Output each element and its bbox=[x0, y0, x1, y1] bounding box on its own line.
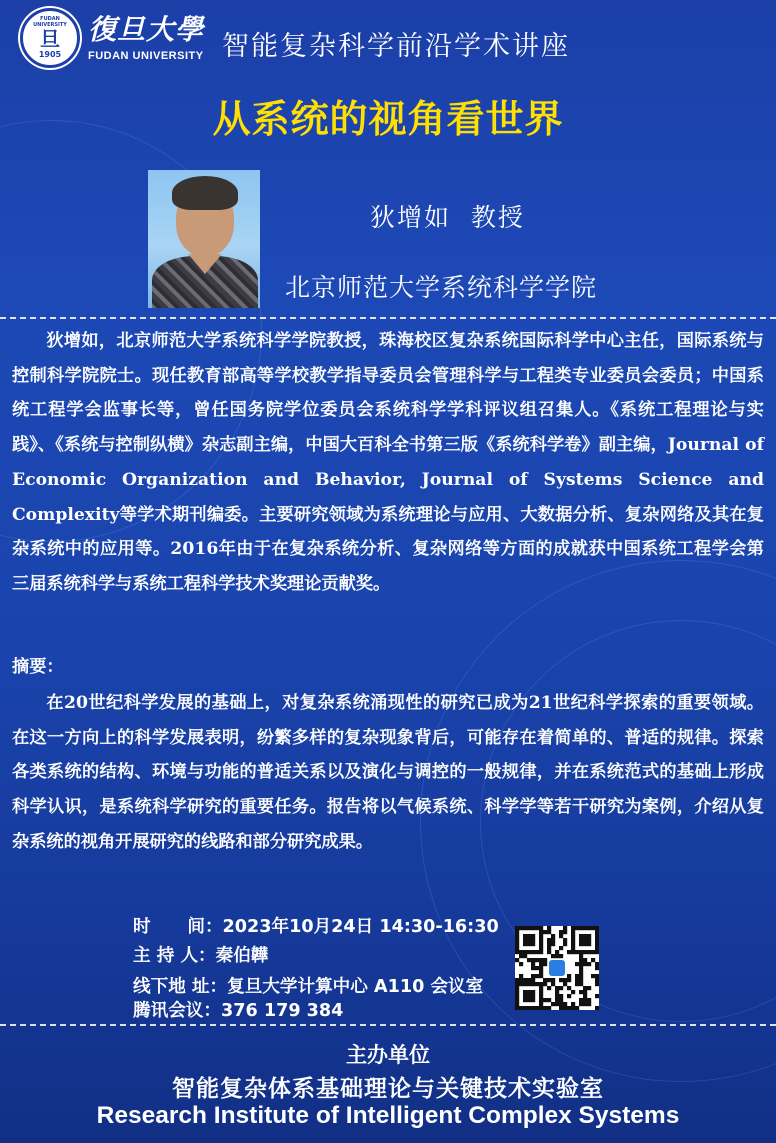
seal-year: 1905 bbox=[38, 50, 62, 59]
time-value: 2023年10月24日 14:30-16:30 bbox=[222, 917, 499, 937]
lecture-title: 从系统的视角看世界 bbox=[212, 97, 564, 141]
organizer-name-cn: 智能复杂体系基础理论与关键技术实验室 bbox=[172, 1076, 604, 1102]
host-value: 秦伯韡 bbox=[215, 946, 269, 966]
series-title: 智能复杂科学前沿学术讲座 bbox=[222, 31, 570, 62]
meeting-value: 376 179 384 bbox=[220, 1001, 344, 1021]
qr-code[interactable] bbox=[515, 926, 599, 1010]
qr-center-logo bbox=[549, 960, 565, 976]
time-label: 时 间： bbox=[133, 917, 223, 937]
time-row bbox=[133, 916, 499, 938]
seal-text: FUDAN UNIVERSITY bbox=[33, 16, 67, 28]
venue-value: 复旦大学计算中心 A110 会议室 bbox=[227, 977, 484, 997]
qr-code-graphic bbox=[515, 926, 599, 1010]
speaker-name: 狄增如 教授 bbox=[370, 203, 525, 232]
meeting-row bbox=[133, 1000, 343, 1022]
venue-row bbox=[133, 976, 483, 998]
logo-chinese-name: 復旦大學 bbox=[88, 13, 205, 46]
top-divider bbox=[0, 317, 776, 319]
venue-label: 线下地 址： bbox=[133, 977, 228, 997]
logo-english-name: FUDAN UNIVERSITY bbox=[88, 50, 204, 62]
speaker-photo bbox=[148, 170, 260, 308]
host-row bbox=[133, 945, 268, 967]
abstract-text: 在20世纪科学发展的基础上，对复杂系统涌现性的研究已成为21世纪科学探索的重要领域。在这一方向上的科学发展表明，纷繁多样的复杂现象背后，可能存在着简单的、普适的规律。探索各类系统的结构、环境与功能的普适关系以及演化与调控的一般规律，并在系统范式的基础上形成科学认识，是系统科学研究的重要任务。报告将以气候系统、科学学等若干研究为案例，介绍从复杂系统的视角开展研究的线路和部分研究成果。 bbox=[12, 693, 764, 852]
host-label: 主 持 人： bbox=[133, 946, 216, 966]
fudan-seal-logo bbox=[20, 8, 80, 68]
speaker-affiliation: 北京师范大学系统科学学院 bbox=[285, 273, 598, 302]
bottom-divider bbox=[0, 1024, 776, 1026]
abstract-label: 摘要： bbox=[12, 657, 64, 677]
meeting-label: 腾讯会议： bbox=[133, 1001, 221, 1021]
speaker-bio: 狄增如，北京师范大学系统科学学院教授，珠海校区复杂系统国际科学中心主任，国际系统与控制科学院院士。现任教育部高等学校教学指导委员会管理科学与工程类专业委员会委员；中国系统工程学会监事长等，曾任国务院学位委员会系统科学学科评议组召集人。《系统工程理论与实践》、《系统与控制纵横》杂志副主编，中国大百科全书第三版《系统科学卷》副主编，Journal of Economic Organization and Behavior, Journal of Systems Science and Complexity等学术期刊编委。主要研究领域为系统理论与应用、大数据分析、复杂网络及其在复杂系统中的应用等。2016年由于在复杂系统分析、复杂网络等方面的成就获中国系统工程学会第三届系统科学与系统工程科学技术奖理论贡献奖。 bbox=[12, 331, 764, 594]
seal-glyph: 旦 bbox=[40, 27, 60, 51]
organizer-heading: 主办单位 bbox=[346, 1043, 430, 1067]
organizer-name-en: Research Institute of Intelligent Complex Systems bbox=[96, 1102, 680, 1129]
